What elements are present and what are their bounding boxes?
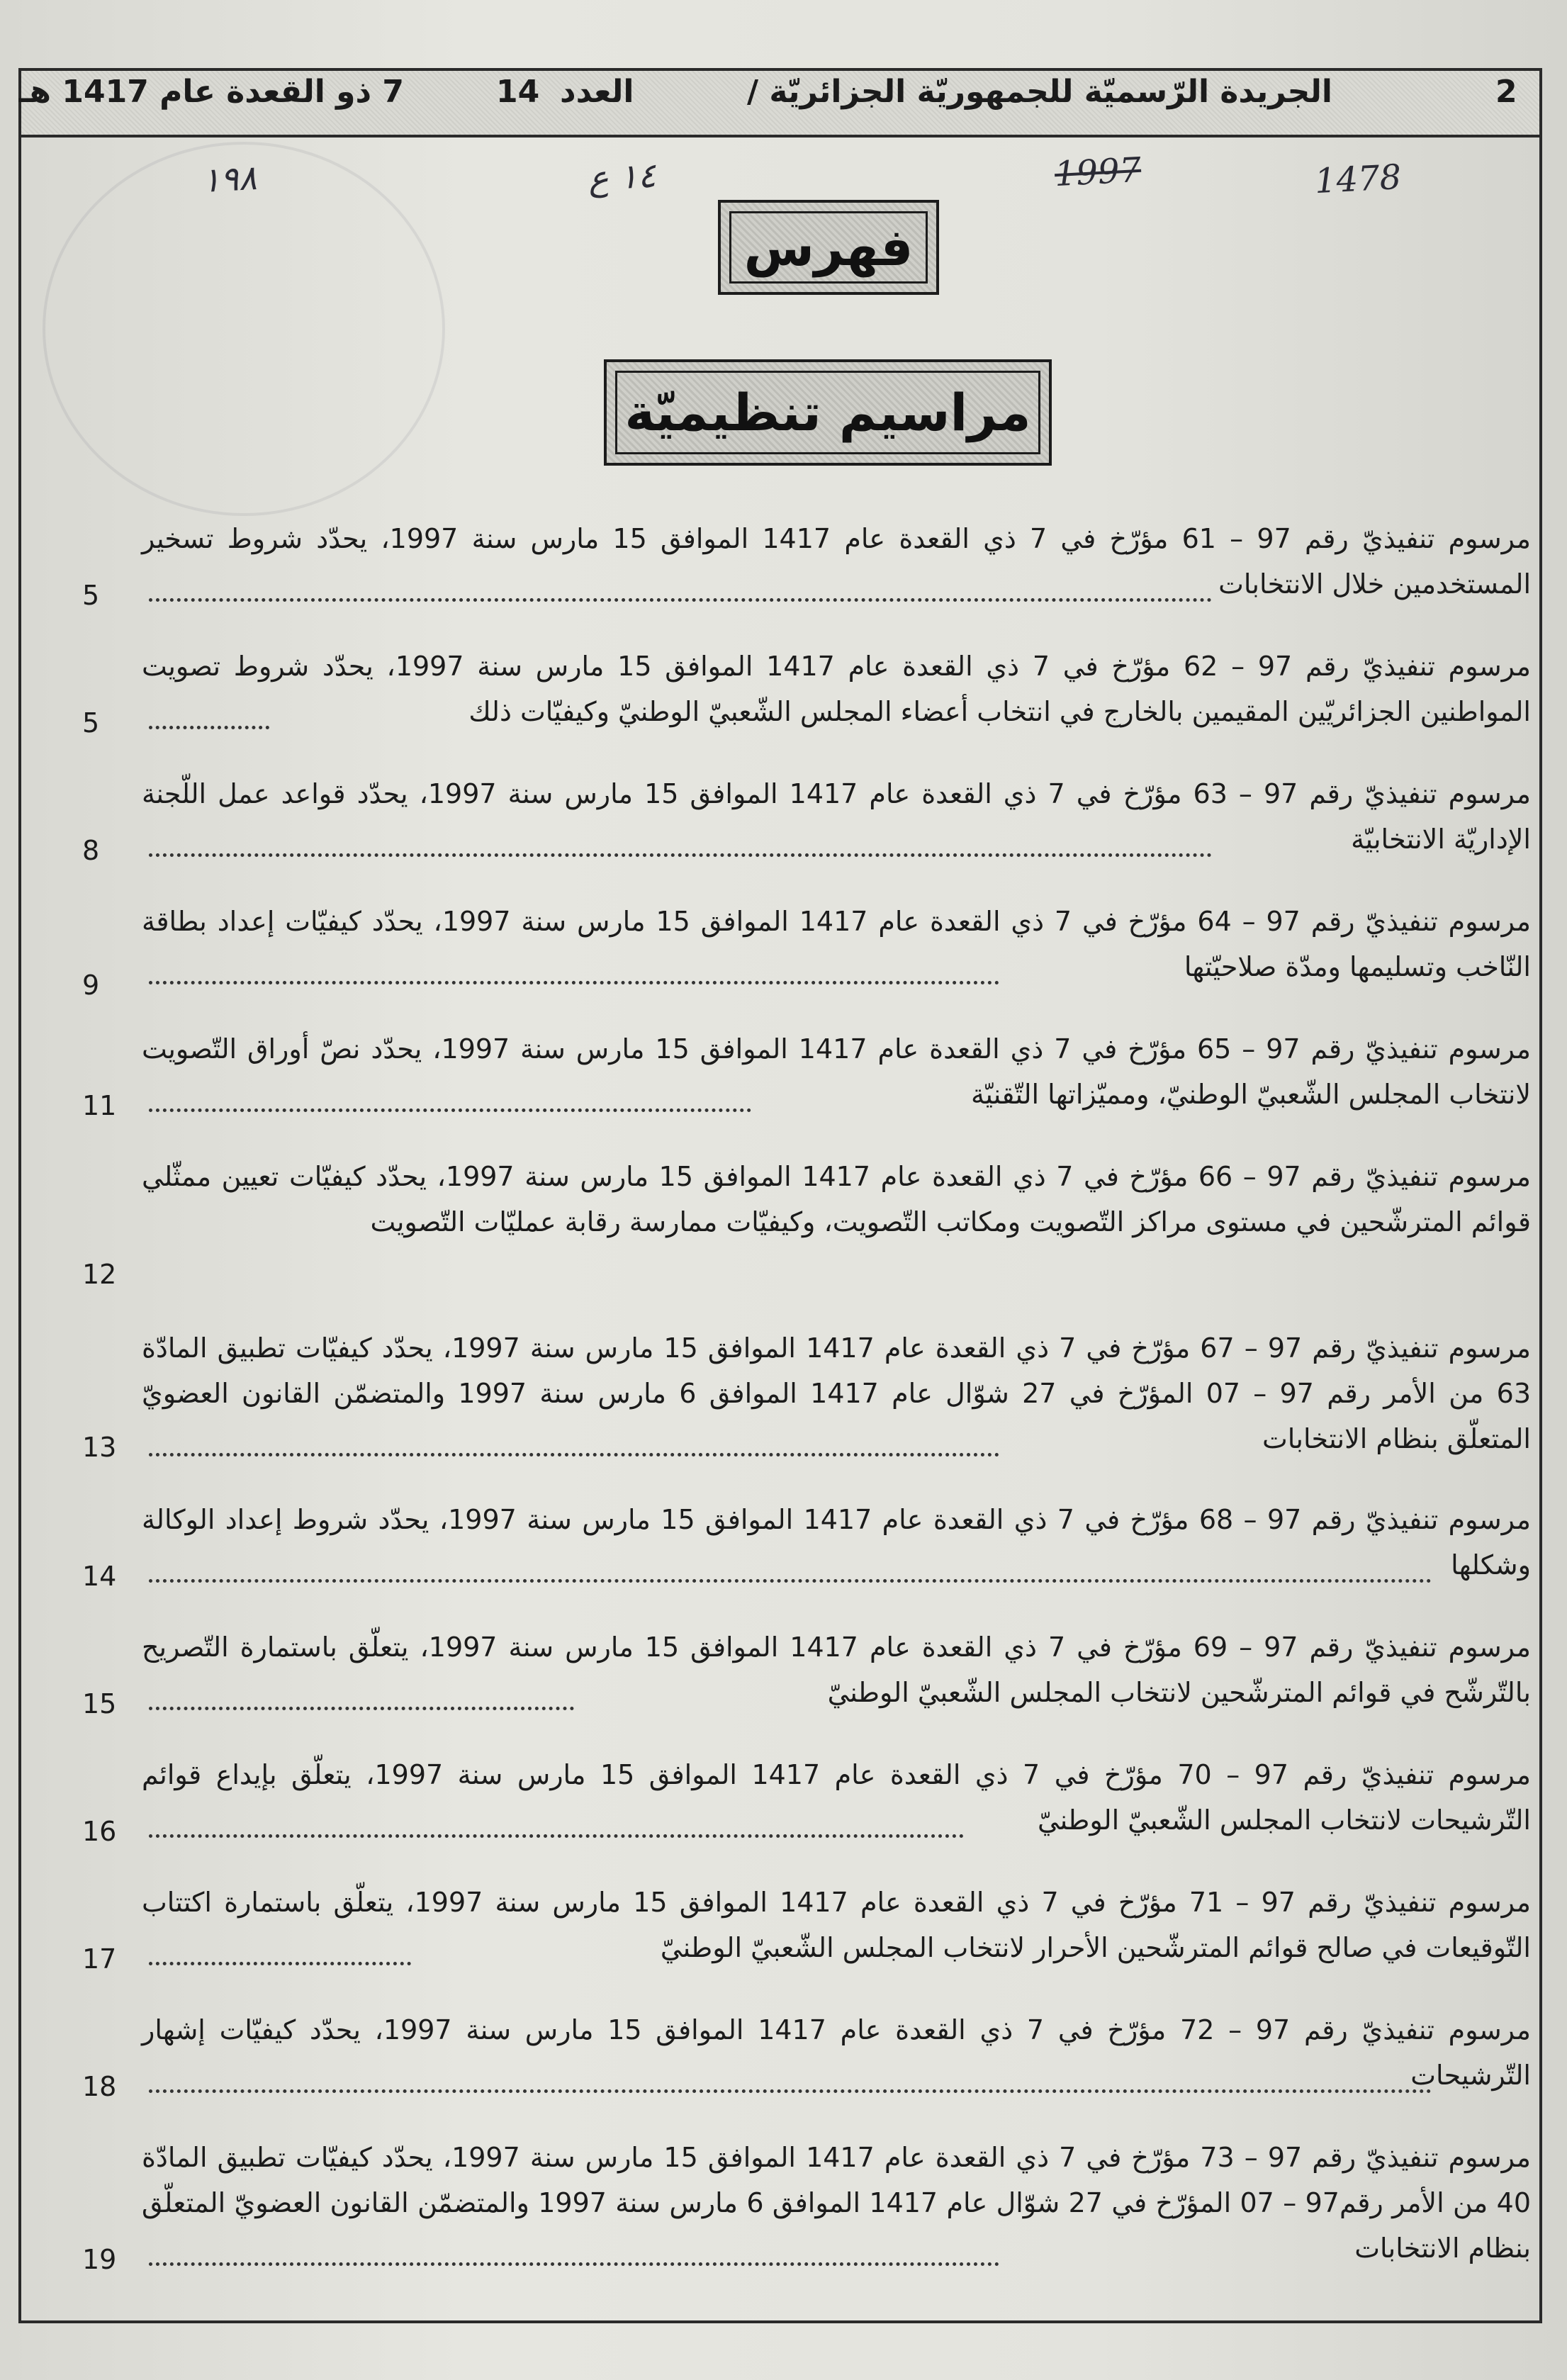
issue-label: العدد — [560, 74, 634, 110]
dot-leader — [149, 595, 1212, 602]
entry-page-number: 5 — [82, 707, 100, 739]
entry-text: مرسوم تنفيذيّ رقم 97 – 65 مؤرّخ في 7 ذي القعدة عام 1417 الموافق 15 مارس سنة 1997، يحدّد نصّ أوراق التّصويت لانتخاب المجلس الشّعبيّ الوطنيّ، ومميّزاتها التّقنيّة — [142, 1033, 1531, 1110]
page-number: 2 — [1495, 74, 1517, 110]
entry-page-number: 15 — [82, 1688, 117, 1719]
hijri-date: 7 ذو القعدة عام 1417 هـ — [18, 74, 404, 110]
entry-page-number: 16 — [82, 1816, 117, 1847]
entry-page-number: 9 — [82, 970, 100, 1001]
entry-page-number: 5 — [82, 580, 100, 611]
entry-text: مرسوم تنفيذيّ رقم 97 – 61 مؤرّخ في 7 ذي القعدة عام 1417 الموافق 15 مارس سنة 1997، يحدّد شروط تسخير المستخدمين خلال الانتخابات — [142, 523, 1531, 600]
journal-title: الجريدة الرّسميّة للجمهوريّة الجزائريّة / — [746, 74, 1332, 110]
entry-page-number: 18 — [82, 2071, 117, 2102]
entry-page-number: 12 — [82, 1259, 117, 1290]
entry-page-number: 8 — [82, 835, 100, 866]
entry-page-number: 11 — [82, 1090, 117, 1121]
handwritten-note: 1997 — [1053, 150, 1142, 195]
dot-leader — [149, 1704, 574, 1710]
dot-leader — [149, 1831, 964, 1838]
entry-page-number: 17 — [82, 1943, 117, 1975]
entry-text: مرسوم تنفيذيّ رقم 97 – 70 مؤرّخ في 7 ذي القعدة عام 1417 الموافق 15 مارس سنة 1997، يتعلّق بإيداع قوائم التّرشيحات لانتخاب المجلس الشّعبيّ الوطنيّ — [142, 1759, 1531, 1836]
handwritten-note: 1478 — [1313, 157, 1403, 202]
section-title-box — [604, 359, 1052, 466]
entry-text: مرسوم تنفيذيّ رقم 97 – 68 مؤرّخ في 7 ذي القعدة عام 1417 الموافق 15 مارس سنة 1997، يحدّد شروط إعداد الوكالة وشكلها — [142, 1504, 1531, 1581]
dot-leader — [149, 1959, 411, 1965]
dot-leader — [149, 2087, 1432, 2093]
issue-number: 14 — [496, 74, 540, 110]
entry-text: مرسوم تنفيذيّ رقم 97 – 66 مؤرّخ في 7 ذي القعدة عام 1417 الموافق 15 مارس سنة 1997، يحدّد كيفيّات تعيين ممثّلي قوائم المترشّحين في مستوى مراكز التّصويت ومكاتب التّصويت، وكيفيّات ممارسة رقابة عمليّات التّصويت — [142, 1161, 1531, 1237]
handwritten-note: ١٩٨ — [201, 158, 258, 201]
index-title: فهرس — [743, 218, 914, 277]
dot-leader — [149, 1576, 1432, 1583]
entry-text: مرسوم تنفيذيّ رقم 97 – 73 مؤرّخ في 7 ذي القعدة عام 1417 الموافق 15 مارس سنة 1997، يحدّد كيفيّات تطبيق المادّة 40 من الأمر رقم97 – 07 المؤرّخ في 27 شوّال عام 1417 الموافق 6 مارس سنة 1997 والمتضمّن القانون العضويّ المتعلّق بنظام الانتخابات — [142, 2142, 1531, 2264]
entry-text: مرسوم تنفيذيّ رقم 97 – 72 مؤرّخ في 7 ذي القعدة عام 1417 الموافق 15 مارس سنة 1997، يحدّد كيفيّات إشهار التّرشيحات — [142, 2014, 1531, 2091]
entry-text: مرسوم تنفيذيّ رقم 97 – 62 مؤرّخ في 7 ذي القعدة عام 1417 الموافق 15 مارس سنة 1997، يحدّد شروط تصويت المواطنين الجزائريّين المقيمين بالخارج في انتخاب أعضاء المجلس الشّعبيّ الوطنيّ وكيفيّات ذلك — [142, 651, 1531, 727]
entry-page-number: 14 — [82, 1561, 117, 1592]
dot-leader — [149, 1106, 751, 1112]
entry-page-number: 19 — [82, 2244, 117, 2275]
entry-text: مرسوم تنفيذيّ رقم 97 – 64 مؤرّخ في 7 ذي القعدة عام 1417 الموافق 15 مارس سنة 1997، يحدّد كيفيّات إعداد بطاقة النّاخب وتسليمها ومدّة صلاحيّتها — [142, 906, 1531, 982]
index-title-box — [718, 200, 939, 295]
dot-leader — [149, 2260, 999, 2266]
section-title: مراسيم تنظيميّة — [624, 383, 1031, 442]
dot-leader — [149, 723, 269, 729]
entry-text: مرسوم تنفيذيّ رقم 97 – 63 مؤرّخ في 7 ذي القعدة عام 1417 الموافق 15 مارس سنة 1997، يحدّد قواعد عمل اللّجنة الإداريّة الانتخابيّة — [142, 778, 1531, 855]
entry-page-number: 13 — [82, 1432, 117, 1463]
entry-text: مرسوم تنفيذيّ رقم 97 – 71 مؤرّخ في 7 ذي القعدة عام 1417 الموافق 15 مارس سنة 1997، يتعلّق باستمارة اكتتاب التّوقيعات في صالح قوائم المترشّحين الأحرار لانتخاب المجلس الشّعبيّ الوطنيّ — [142, 1887, 1531, 1963]
dot-leader — [149, 978, 999, 984]
handwritten-note: ١٤ ع — [587, 155, 657, 199]
entry-text: مرسوم تنفيذيّ رقم 97 – 67 مؤرّخ في 7 ذي القعدة عام 1417 الموافق 15 مارس سنة 1997، يحدّد كيفيّات تطبيق المادّة 63 من الأمر رقم 97 – 07 المؤرّخ في 27 شوّال عام 1417 الموافق 6 مارس سنة 1997 والمتضمّن القانون العضويّ المتعلّق بنظام الانتخابات — [142, 1332, 1531, 1454]
dot-leader — [149, 851, 1212, 857]
dot-leader — [149, 1450, 999, 1456]
entry-text: مرسوم تنفيذيّ رقم 97 – 69 مؤرّخ في 7 ذي القعدة عام 1417 الموافق 15 مارس سنة 1997، يتعلّق باستمارة التّصريح بالتّرشّح في قوائم المترشّحين لانتخاب المجلس الشّعبيّ الوطنيّ — [142, 1632, 1532, 1708]
